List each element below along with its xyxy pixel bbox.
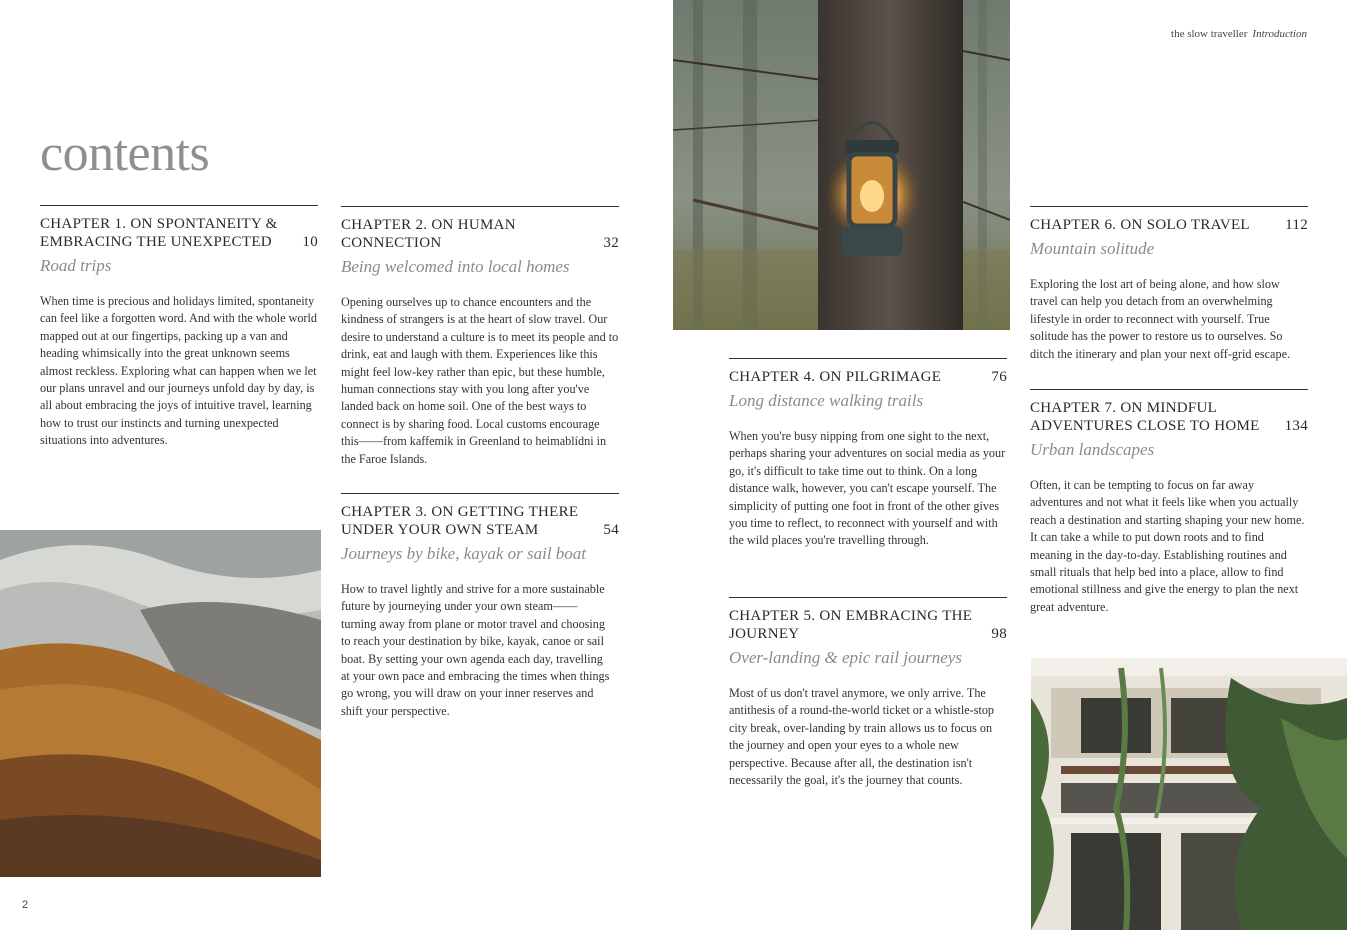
chapter-subtitle: Road trips bbox=[40, 256, 112, 275]
chapter-title: CHAPTER 5. ON EMBRACING THE JOURNEY bbox=[729, 608, 973, 642]
chapter-heading bbox=[729, 607, 1007, 643]
chapter-heading bbox=[341, 503, 619, 539]
lantern-on-tree-photo bbox=[673, 0, 1010, 330]
chapter-heading bbox=[1030, 216, 1308, 234]
chapter-description: How to travel lightly and strive for a more sustainable future by journeying under your own steam——turning away from plane or motor travel and choosing to reach your destination by bike, kayak, canoe or sail boat. By setting your own agenda each day, travelling at your own pace and embracing the times when things go wrong, you will draw on your inner reserves and shift your perspective. bbox=[341, 582, 610, 718]
chapter-description: Opening ourselves up to chance encounters and the kindness of strangers is at the heart of slow travel. Our desire to understand a culture is to meet its people and to drink, eat and laugh with them. Experiences like this might feel low-key rather than epic, but these humble, human connections stay with you long after you've landed back on home soil. One of the best ways to connect is by sharing food. Local customs encourage this——from kaffemik in Greenland to heimablídni in the Faroe Islands. bbox=[341, 295, 619, 466]
chapter-subtitle: Urban landscapes bbox=[1030, 440, 1155, 459]
chapter-page-number: 134 bbox=[1284, 418, 1308, 434]
chapter-heading bbox=[40, 215, 318, 251]
chapter-page-number: 76 bbox=[991, 369, 1007, 385]
chapter-page-number: 98 bbox=[991, 626, 1007, 642]
chapter-subtitle: Being welcomed into local homes bbox=[341, 257, 570, 276]
chapter-subtitle: Over-landing & epic rail journeys bbox=[729, 648, 962, 667]
running-header bbox=[1171, 28, 1307, 40]
chapter-5 bbox=[729, 597, 1007, 789]
chapter-6 bbox=[1030, 206, 1308, 363]
chapter-description: When you're busy nipping from one sight to the next, perhaps sharing your adventures on social media as your go, it's difficult to take time out to think. On a long distance walk, however, you can't escape yourself. The simplicity of putting one foot in front of the other gives you time to reflect, to reconnect with yourself and with the wild places you're travelling through. bbox=[729, 429, 1006, 548]
chapter-description: Often, it can be tempting to focus on far away adventures and not what it feels like when you actually reach a destination and starting shaping your new home. It can take a while to put down roots and to find meaning in the day-to-day. Establishing routines and small rituals that help bed into a place, allow to find emotional stillness and give the energy to plan the next great adventure. bbox=[1030, 478, 1305, 614]
chapter-heading bbox=[1030, 399, 1308, 435]
running-header-section: Introduction bbox=[1252, 28, 1307, 40]
page-number: 2 bbox=[22, 899, 29, 911]
chapter-description: Exploring the lost art of being alone, and how slow travel can help you detach from an overwhelming lifestyle in order to reconnect with yourself. True solitude has the power to restore us to ourselves. So ditch the itinerary and plan your next off-grid escape. bbox=[1030, 277, 1291, 361]
page-title: contents bbox=[40, 125, 210, 182]
chapter-page-number: 112 bbox=[1285, 217, 1308, 233]
chapter-heading bbox=[729, 368, 1007, 386]
running-header-book: the slow traveller bbox=[1171, 28, 1248, 40]
chapter-page-number: 32 bbox=[603, 235, 619, 251]
building-with-plants-photo bbox=[1031, 658, 1347, 930]
chapter-4 bbox=[729, 358, 1007, 550]
chapter-title: CHAPTER 1. ON SPONTANEITY & EMBRACING THE UNEXPECTED bbox=[40, 216, 278, 250]
chapter-3 bbox=[341, 493, 619, 720]
chapter-title: CHAPTER 6. ON SOLO TRAVEL bbox=[1030, 217, 1250, 233]
chapter-description: When time is precious and holidays limited, spontaneity can feel like a forgotten word. And with the whole world mapped out at our fingertips, packing up a van and heading whimsically into the great unknown seems almost reckless. Exploring what can happen when we let our plans unravel and our journeys unfold day by day, is all about embracing the joys of intuitive travel, learning how to trust our instincts and turning unexpected situations into adventures. bbox=[40, 294, 317, 448]
chapter-subtitle: Journeys by bike, kayak or sail boat bbox=[341, 544, 587, 563]
mountain-landscape-photo bbox=[0, 530, 321, 877]
chapter-description: Most of us don't travel anymore, we only arrive. The antithesis of a round-the-world ticket or a whistle-stop city break, over-landing by train allows us to focus on the journey and open your eyes to a whole new perspective. Because after all, the destination isn't necessarily the goal, it's the journey that counts. bbox=[729, 686, 995, 788]
chapter-subtitle: Mountain solitude bbox=[1030, 239, 1155, 258]
chapter-1 bbox=[40, 205, 318, 450]
chapter-title: CHAPTER 2. ON HUMAN CONNECTION bbox=[341, 217, 516, 251]
chapter-title: CHAPTER 3. ON GETTING THERE UNDER YOUR OWN STEAM bbox=[341, 504, 579, 538]
chapter-7 bbox=[1030, 389, 1308, 616]
chapter-title: CHAPTER 7. ON MINDFUL ADVENTURES CLOSE TO HOME bbox=[1030, 400, 1260, 434]
chapter-heading bbox=[341, 216, 619, 252]
chapter-page-number: 54 bbox=[603, 522, 619, 538]
chapter-2 bbox=[341, 206, 619, 468]
chapter-page-number: 10 bbox=[302, 234, 318, 250]
chapter-title: CHAPTER 4. ON PILGRIMAGE bbox=[729, 369, 942, 385]
chapter-subtitle: Long distance walking trails bbox=[729, 391, 924, 410]
